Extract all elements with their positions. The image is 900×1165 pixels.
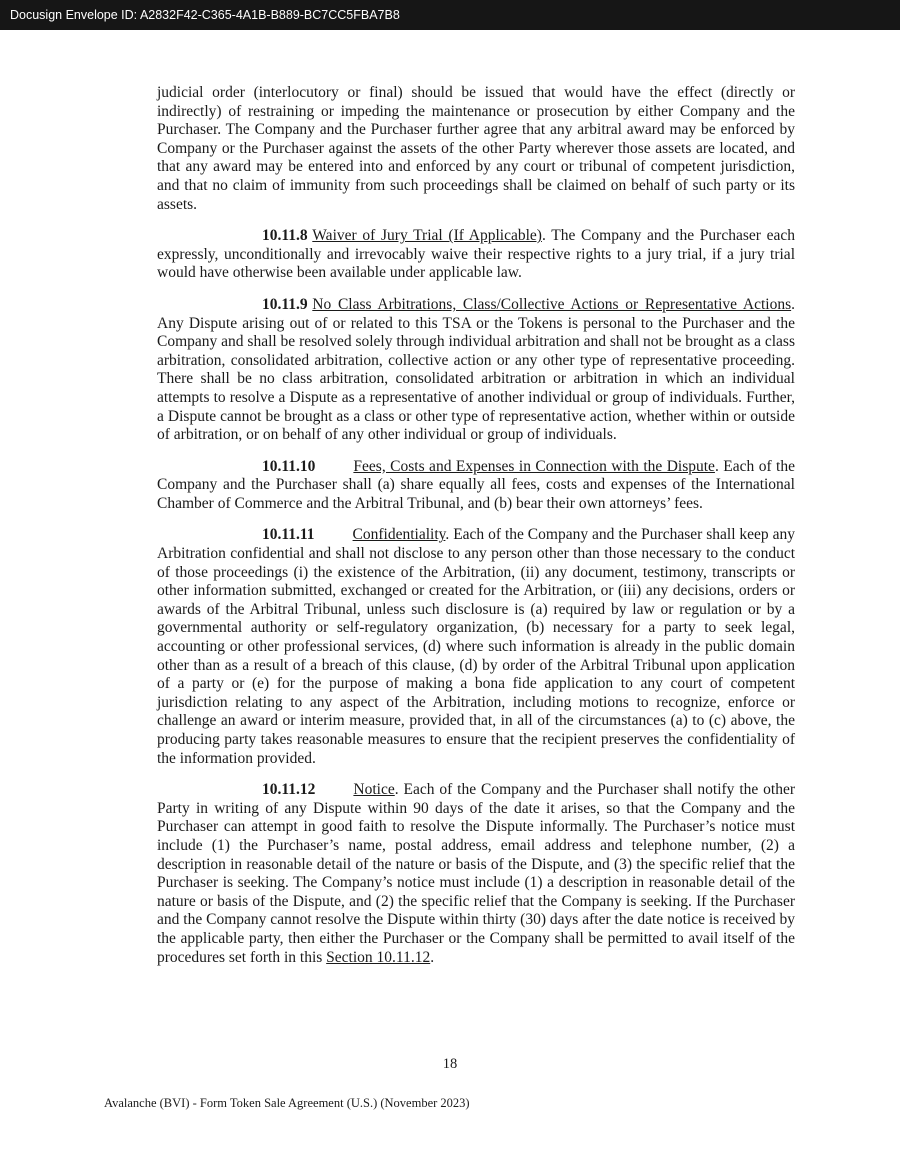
section-10-11-10 xyxy=(157,458,795,514)
continuation-paragraph xyxy=(157,84,795,214)
section-heading: Waiver of Jury Trial (If Applicable) xyxy=(312,227,542,245)
section-10-11-8 xyxy=(157,227,795,283)
section-10-11-12 xyxy=(157,781,795,967)
section-10-11-9 xyxy=(157,296,795,445)
section-body: . Each of the Company and the Purchaser shall keep any Arbitration confidential and shall not disclose to any person other than those necessary to the conduct of those proceedings (i) the existence of the Arbitration, (ii) any document, testimony, transcripts or other information submitted, exchanged or created for the Arbitration, or (iii) any decisions, orders or awards of the Arbitral Tribunal, unless such disclosure is (a) required by law or regulation or by a governmental authority or self-regulatory organization, (b) necessary for a party to seek legal, accounting or other professional services, (d) where such information is already in the public domain other than as a result of a breach of this clause, (d) by order of the Arbitral Tribunal upon application of a party or (e) for the purpose of making a bona fide application to any court of competent jurisdiction relating to any aspect of the Arbitration, including motions to recognize, enforce or challenge an award or interim measure, provided that, in all of the circumstances (a) to (c) above, the producing party takes reasonable measures to ensure that the recipient preserves the confidentiality of the information provided. xyxy=(157,526,795,767)
section-number: 10.11.8 xyxy=(262,227,308,245)
paragraph-text: judicial order (interlocutory or final) should be issued that would have the effect (directly or indirectly) of restraining or impeding the maintenance or prosecution by either Company and the Purchaser. The Company and the Purchaser further agree that any arbitral award may be enforced by Company or the Purchaser against the assets of the other Party wherever those assets are located, and that any award may be entered into and enforced by any court or tribunal of competent jurisdiction, and that no claim of immunity from such proceedings shall be claimed on behalf of such party or its assets. xyxy=(157,84,795,213)
section-number: 10.11.10 xyxy=(262,457,316,475)
document-footer: Avalanche (BVI) - Form Token Sale Agreement (U.S.) (November 2023) xyxy=(104,1096,470,1110)
page-number: 18 xyxy=(442,1056,458,1072)
section-body: . Each of the Company and the Purchaser shall (a) share equally all fees, costs and expenses of the International Chamber of Commerce and the Arbitral Tribunal, and (b) bear their own attorneys’ fees. xyxy=(157,457,795,512)
section-cross-reference: Section 10.11.12 xyxy=(326,948,431,966)
section-heading: No Class Arbitrations, Class/Collective Actions or Representative Actions xyxy=(312,295,792,313)
section-heading: Confidentiality xyxy=(352,526,446,544)
docusign-envelope-bar xyxy=(0,0,900,30)
section-number: 10.11.11 xyxy=(262,526,315,544)
section-body-tail: . xyxy=(430,948,435,966)
section-10-11-11 xyxy=(157,526,795,768)
section-number: 10.11.12 xyxy=(262,781,316,799)
document-body xyxy=(157,84,795,967)
section-body: . Any Dispute arising out of or related to this TSA or the Tokens is personal to the Purchaser and the Company and shall be resolved solely through individual arbitration and shall not be brought as a class arbitration, consolidated arbitration, collective action or any other type of representative proceeding. There shall be no class arbitration, consolidated arbitration or arbitration in which an individual attempts to resolve a Dispute as a representative of another individual or group of individuals. Further, a Dispute cannot be brought as a class or other type of representative action, whether within or outside of arbitration, or on behalf of any other individual or group of individuals. xyxy=(157,295,795,444)
section-body: . Each of the Company and the Purchaser shall notify the other Party in writing of any Dispute within 90 days of the date it arises, so that the Company and the Purchaser can attempt in good faith to resolve the Dispute informally. The Purchaser’s notice must include (1) the Purchaser’s name, postal address, email address and telephone number, (2) a description in reasonable detail of the nature or basis of the Dispute, and (3) the specific relief that the Purchaser is seeking. The Company’s notice must include (1) a description in reasonable detail of the nature or basis of the Dispute, and (2) the specific relief that the Company is seeking. If the Purchaser and the Company cannot resolve the Dispute within thirty (30) days after the date notice is received by the applicable party, then either the Purchaser or the Company shall be permitted to avail itself of the procedures set forth in this xyxy=(157,781,795,966)
section-heading: Notice xyxy=(353,781,395,799)
section-heading: Fees, Costs and Expenses in Connection with the Dispute xyxy=(353,457,715,475)
section-number: 10.11.9 xyxy=(262,295,308,313)
section-body: . The Company and the Purchaser each expressly, unconditionally and irrevocably waive their respective rights to a jury trial, if a jury trial would have otherwise been available under applicable law. xyxy=(157,227,796,282)
envelope-id-text: Docusign Envelope ID: A2832F42-C365-4A1B-B889-BC7CC5FBA7B8 xyxy=(10,8,400,22)
